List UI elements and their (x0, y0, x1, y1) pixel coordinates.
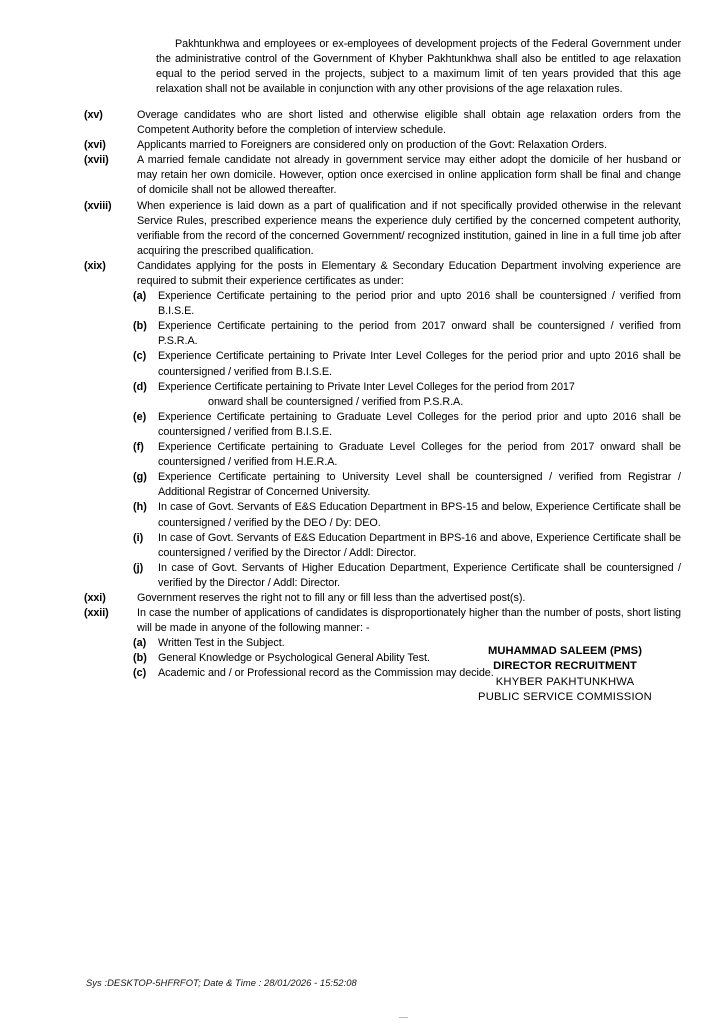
sub-item-text: In case of Govt. Servants of E&S Education Department in BPS-15 and below, Experience Certificate shall be countersigned / verified by the DEO / Dy: DEO. (158, 501, 681, 529)
sub-item-text: Experience Certificate pertaining to Graduate Level Colleges for the period prior and upto 2016 shall be countersigned / verified from B.I.S.E. (158, 410, 681, 438)
clause-label: (xxii) (84, 607, 109, 620)
clause-xix (84, 259, 681, 289)
sub-item-b (133, 319, 681, 349)
clause-xvi (84, 138, 681, 153)
sub-item-label: (f) (133, 441, 144, 454)
sub-item-label: (b) (133, 652, 147, 665)
sub-item-label: (b) (133, 320, 147, 333)
clause-xv (84, 108, 681, 138)
clause-label: (xxi) (84, 591, 106, 604)
sub-item-label: (g) (133, 471, 147, 484)
sub-item-label: (d) (133, 380, 147, 393)
sub-item-label: (i) (133, 531, 144, 544)
sub-item-i (133, 531, 681, 561)
sub-item-label: (h) (133, 501, 147, 514)
sub-item-text: In case of Govt. Servants of Higher Education Department, Experience Certificate shall be countersigned / verified by the Director / Addl: Director. (158, 561, 681, 589)
sub-item-text: Experience Certificate pertaining to the period from 2017 onward shall be countersigned / verified from P.S.R.A. (158, 320, 681, 348)
sub-item-h (133, 500, 681, 530)
clause-text: In case the number of applications of candidates is disproportionately higher than the number of posts, short listing will be made in anyone of the following manner: - (137, 607, 681, 635)
sub-item-text: Written Test in the Subject. (158, 637, 285, 650)
sub-item-label: (a) (133, 290, 147, 303)
sub-item-label: (c) (133, 667, 147, 680)
signatory-name: MUHAMMAD SALEEM (PMS) (488, 645, 642, 657)
sub-item-text-line1: Experience Certificate pertaining to Private Inter Level Colleges for the period from 2017 (158, 380, 575, 393)
signatory-organization: PUBLIC SERVICE COMMISSION (478, 690, 652, 703)
sub-item-text: Experience Certificate pertaining to the period prior and upto 2016 shall be countersigned / verified from B.I.S.E. (158, 290, 681, 318)
sub-item-a (133, 289, 681, 319)
page-bottom-mark (399, 1017, 408, 1018)
sub-item-label: (e) (133, 410, 147, 423)
document-body (84, 26, 681, 682)
system-footer: Sys :DESKTOP-5HFRFOT; Date & Time : 28/01/2026 - 15:52:08 (86, 977, 357, 988)
clause-xviii (84, 199, 681, 259)
sub-item-label: (j) (133, 561, 144, 574)
sub-item-text: Experience Certificate pertaining to Graduate Level Colleges for the period from 2017 onward shall be countersigned / verified from H.E.R.A. (158, 441, 681, 469)
clause-text: When experience is laid down as a part of qualification and if not specifically provided otherwise in the relevant Service Rules, prescribed experience means the experience duly certified by the concerned competent authority, verifiable from the record of the concerned Government/ recognized institution, gained in line in a full time job after acquiring the prescribed qualification. (137, 199, 681, 257)
sub-item-e (133, 410, 681, 440)
clause-text: Government reserves the right not to fill any or fill less than the advertised post(s). (137, 591, 526, 604)
sub-item-text: General Knowledge or Psychological General Ability Test. (158, 652, 430, 665)
clause-label: (xviii) (84, 199, 112, 212)
sub-item-g (133, 470, 681, 500)
clause-text: Candidates applying for the posts in Elementary & Secondary Education Department involving experience are required to submit their experience certificates as under: (137, 259, 681, 287)
sub-item-d (133, 380, 681, 410)
sub-item-text: Experience Certificate pertaining to Private Inter Level Colleges for the period prior and upto 2016 shall be countersigned / verified from B.I.S.E. (158, 350, 681, 378)
sub-item-text (158, 380, 681, 410)
sub-item-label: (a) (133, 637, 147, 650)
signature-block (430, 644, 700, 705)
clause-label: (xvii) (84, 154, 109, 167)
clause-xvii (84, 153, 681, 198)
continuation-paragraph: Pakhtunkhwa and employees or ex-employees of development projects of the Federal Government under the administrative control of the Government of Khyber Pakhtunkhwa shall also be entitled to age relaxation equal to the period served in the projects, subject to a maximum limit of ten years provided that this age relaxation shall not be available in conjunction with any other provisions of the age relaxation rules. (156, 37, 681, 96)
clause-label: (xvi) (84, 139, 106, 152)
clause-xxii (84, 606, 681, 636)
sub-item-j (133, 561, 681, 591)
sub-item-text: Experience Certificate pertaining to University Level shall be countersigned / verified from Registrar / Additional Registrar of Concerned University. (158, 471, 681, 499)
signatory-designation: DIRECTOR RECRUITMENT (493, 660, 637, 673)
clause-text: Overage candidates who are short listed and otherwise eligible shall obtain age relaxation orders from the Competent Authority before the completion of interview schedule. (137, 108, 681, 137)
sub-item-text-line2: onward shall be countersigned / verified from P.S.R.A. (208, 395, 464, 408)
sub-item-text: Academic and / or Professional record as the Commission may decide. (158, 667, 494, 680)
clause-xix-sub-list (84, 289, 681, 591)
clause-label: (xix) (84, 259, 106, 272)
sub-item-f (133, 440, 681, 470)
clause-xxi (84, 591, 681, 606)
sub-item-text: In case of Govt. Servants of E&S Education Department in BPS-16 and above, Experience Certificate shall be countersigned / verified by the Director / Addl: Director. (158, 531, 681, 559)
clause-text: A married female candidate not already in government service may either adopt the domicile of her husband or may retain her own domicile. However, option once exercised in online application form shall be final and change of domicile shall not be allowed thereafter. (137, 154, 681, 197)
clause-label: (xv) (84, 108, 103, 121)
signatory-region: KHYBER PAKHTUNKHWA (495, 675, 635, 688)
clause-text: Applicants married to Foreigners are considered only on production of the Govt: Relaxation Orders. (137, 139, 607, 152)
sub-item-c (133, 349, 681, 379)
sub-item-label: (c) (133, 350, 147, 363)
